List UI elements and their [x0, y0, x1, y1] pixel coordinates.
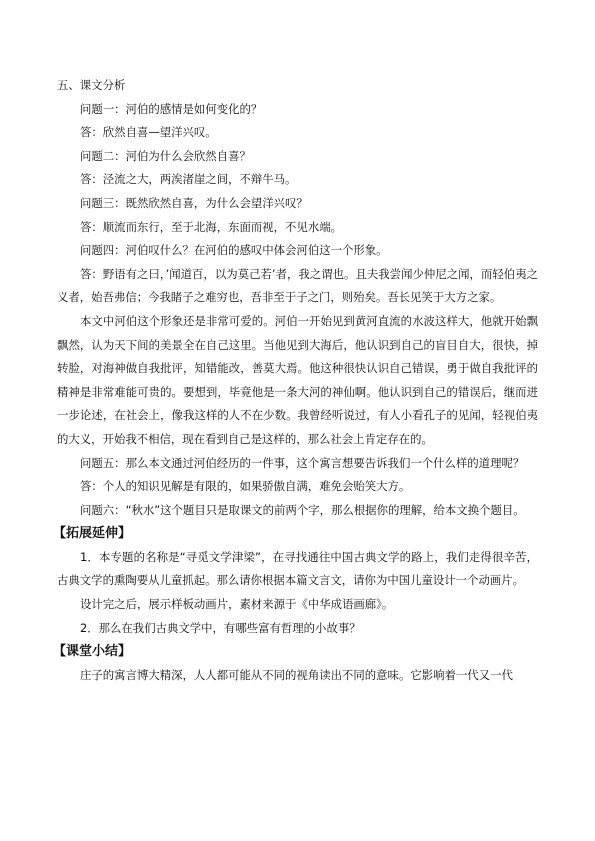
extension-item-1: 1．本专题的名称是“寻觅文学津梁”，在寻找通往中国古典文学的路上，我们走得很辛苦，古典文学的熏陶要从儿童抓起。那么请你根据本篇文言文，请你为中国儿童设计一个动画片。 [57, 549, 538, 588]
question-3: 问题三：既然欣然自喜，为什么会望洋兴叹？ [80, 195, 308, 210]
question-1: 问题一：河伯的感情是如何变化的？ [80, 101, 263, 116]
answer-2: 答：泾流之大，两涘渚崖之间，不辩牛马。 [80, 172, 297, 187]
summary-paragraph: 庄子的寓言博大精深，人人都可能从不同的视角读出不同的意味。它影响着一代又一代 [80, 667, 513, 682]
answer-4: 答：野语有之曰，’闻道百，以为莫己若’者，我之谓也。且夫我尝闻少仲尼之闻，而轻伯夷之义者，始吾弗信；今我睹子之难穷也，吾非至于子之门，则殆矣。吾长见笑于大方之家。 [57, 266, 538, 305]
question-4: 问题四：河伯叹什么？在河伯的感叹中体会河伯这一个形象。 [80, 243, 388, 258]
extension-heading: 【拓展延伸】 [53, 526, 132, 542]
answer-5: 答：个人的知识见解是有限的，如果骄傲自满，难免会贻笑大方。 [80, 479, 411, 494]
question-2: 问题二：河伯为什么会欣然自喜？ [80, 148, 251, 163]
extension-note: 设计完之后，展示样板动画片，素材来源于《中华成语画廊》。 [80, 597, 394, 612]
section-title: 五、课文分析 [57, 78, 126, 92]
analysis-paragraph: 本文中河伯这个形象还是非常可爱的。河伯一开始见到黄河直流的水波这样大，他就开始飘飘然，认为天下间的美景全在自己这里。当他见到大海后，他认识到自己的盲目自大，很快，掉转脸，对海神做自我批评，知错能改，善莫大焉。他这种很快认识自己错误，勇于做自我批评的精神是非常难能可贵的。要想到，毕竟他是一条大河的神仙啊。他认识到自己的错误后，继而进一步论述，在社会上，像我这样的人不在少数。我曾经听说过，有人小看孔子的见闻，轻视伯夷的大义，开始我不相信，现在看到自己是这样的，那么社会上肯定存在的。 [57, 313, 538, 446]
answer-1: 答：欣然自喜—望洋兴叹。 [80, 125, 217, 140]
question-5: 问题五：那么本文通过河伯经历的一件事，这个寓言想要告诉我们一个什么样的道理呢？ [80, 455, 525, 470]
document-body [53, 74, 538, 687]
extension-item-2: 2．那么在我们古典文学中，有哪些富有哲理的小故事？ [80, 620, 361, 635]
answer-3: 答：顺流而东行，至于北海，东面而视，不见水端。 [80, 219, 342, 234]
question-6: 问题六：“秋水”这个题目只是取课文的前两个字，那么根据你的理解，给本文换个题目。 [80, 502, 525, 517]
summary-heading: 【课堂小结】 [53, 644, 132, 660]
